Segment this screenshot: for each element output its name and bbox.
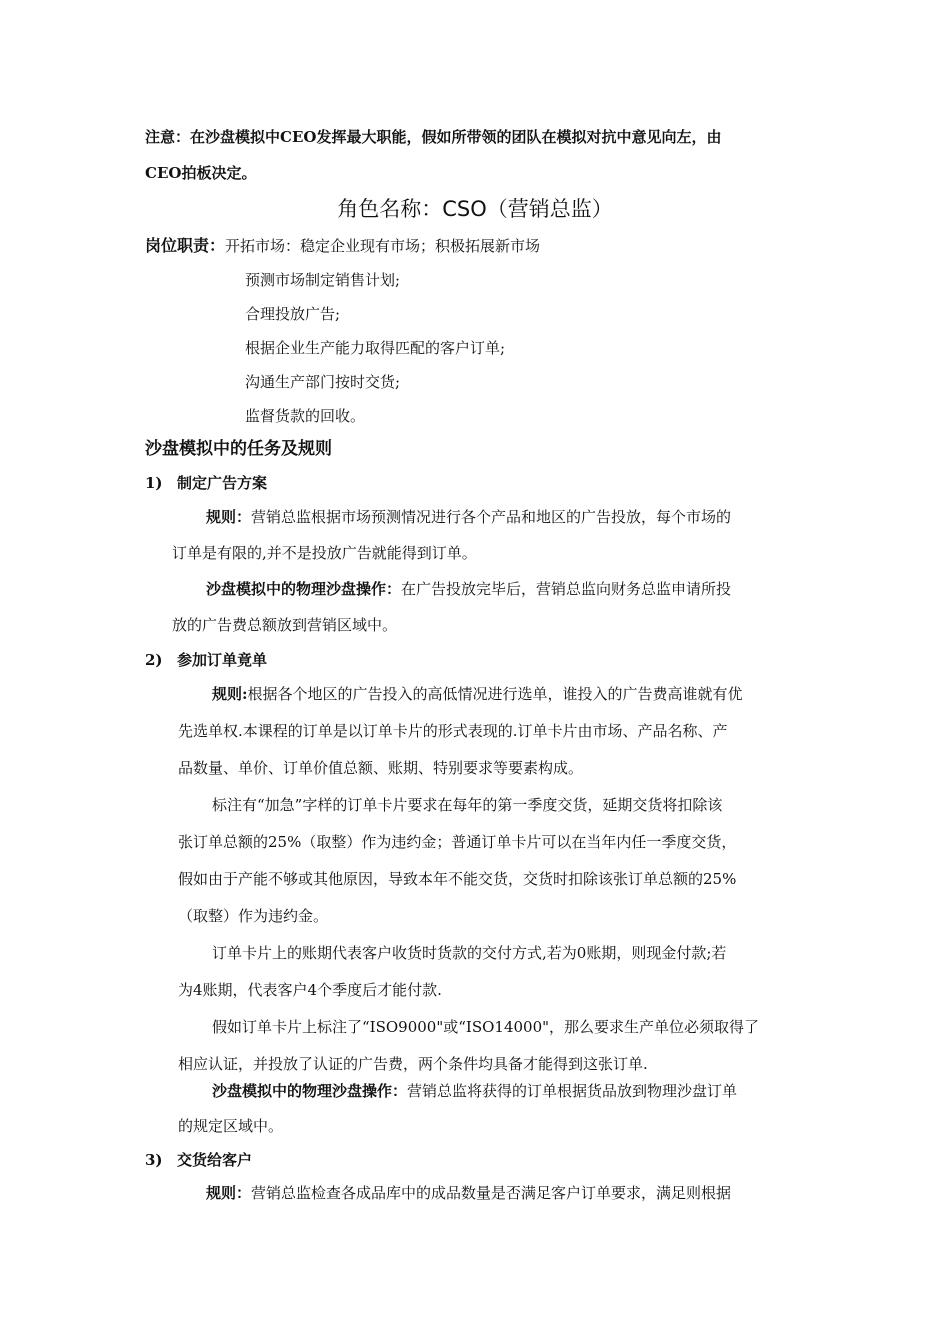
rule-label: 规则: [212,685,248,703]
task-number: 1) [145,474,163,492]
task-title: 参加订单竟单 [177,651,268,669]
rule-text: 营销总监根据市场预测情况进行各个产品和地区的广告投放，每个市场的 [251,508,732,526]
duty-item: 合理投放广告; [245,305,341,323]
task2-op-line-2: 的规定区域中。 [178,1117,284,1135]
task-heading-1 [145,473,267,493]
op-text: 营销总监将获得的订单根据货品放到物理沙盘订单 [407,1082,738,1100]
task2-p2-line-3: 假如由于产能不够或其他原因，导致本年不能交货，交货时扣除该张订单总额的25% [178,870,737,888]
task2-p4-line-1: 假如订单卡片上标注了“ISO9000"或“ISO14000"，那么要求生产单位必须取得了 [212,1018,760,1036]
op-label: 沙盘模拟中的物理沙盘操作： [212,1082,408,1100]
task-title: 制定广告方案 [177,474,268,492]
task2-p4-line-2: 相应认证，并投放了认证的广告费，两个条件均具备才能得到这张订单. [178,1055,648,1073]
task2-p3-line-1: 订单卡片上的账期代表客户收货时货款的交付方式,若为0账期，则现金付款;若 [212,944,727,962]
task1-op-line-1 [206,579,731,599]
task2-op-line-1 [212,1081,737,1101]
duties-first-line [145,236,540,256]
note-line-1: 注意：在沙盘模拟中CEO发挥最大职能，假如所带领的团队在模拟对抗中意见向左，由 [145,128,722,146]
duty-item: 预测市场制定销售计划; [245,271,401,289]
task-number: 3) [145,1151,163,1169]
rule-text: 营销总监检查各成品库中的成品数量是否满足客户订单要求，满足则根据 [251,1184,732,1202]
rule-text: 根据各个地区的广告投入的高低情况进行选单，谁投入的广告费高谁就有优 [247,685,743,703]
task2-p2-line-1: 标注有“加急”字样的订单卡片要求在每年的第一季度交货，延期交货将扣除该 [212,796,723,814]
task2-rule-line-2: 先选单权.本课程的订单是以订单卡片的形式表现的.订单卡片由市场、产品名称、产 [178,722,728,740]
task2-p2-line-2: 张订单总额的25%（取整）作为违约金；普通订单卡片可以在当年内任一季度交货， [178,833,737,851]
task2-p3-line-2: 为4账期，代表客户4个季度后才能付款. [178,981,442,999]
task-title: 交货给客户 [177,1151,253,1169]
duties-label: 岗位职责： [145,236,226,255]
task2-rule-line-1 [212,684,743,704]
task2-p2-line-4: （取整）作为违约金。 [178,907,329,925]
task-number: 2) [145,651,163,669]
duty-item: 监督货款的回收。 [245,407,366,425]
op-text: 在广告投放完毕后，营销总监向财务总监申请所投 [401,580,732,598]
rule-label: 规则： [206,508,252,526]
note-line-2: CEO拍板决定。 [145,164,257,182]
section-title: 沙盘模拟中的任务及规则 [145,439,332,459]
task-heading-2 [145,650,267,670]
task3-rule-line-1 [206,1183,731,1203]
task1-op-line-2: 放的广告费总额放到营销区域中。 [172,616,398,634]
task1-rule-line-2: 订单是有限的,并不是投放广告就能得到订单。 [172,544,477,562]
duties-first: 开拓市场：稳定企业现有市场；积极拓展新市场 [225,237,541,255]
task-heading-3 [145,1150,252,1170]
duty-item: 沟通生产部门按时交货; [245,373,401,391]
task2-rule-line-3: 品数量、单价、订单价值总额、账期、特别要求等要素构成。 [178,759,584,777]
rule-label: 规则： [206,1184,252,1202]
op-label: 沙盘模拟中的物理沙盘操作： [206,580,402,598]
task1-rule-line-1 [206,507,731,527]
role-title: 角色名称：CSO（营销总监） [337,197,613,221]
duty-item: 根据企业生产能力取得匹配的客户订单; [245,339,506,357]
